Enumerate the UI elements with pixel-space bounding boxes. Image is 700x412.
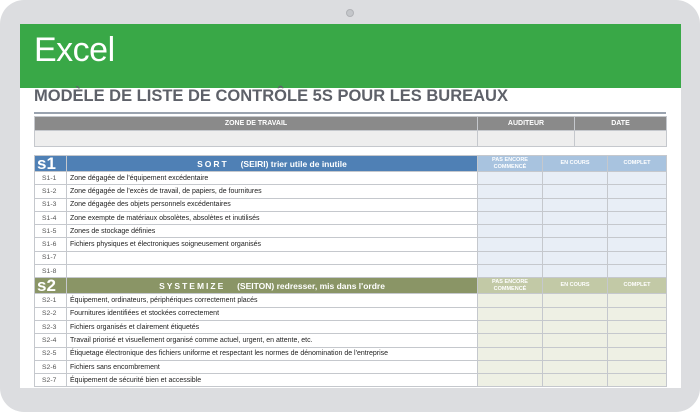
page-title: MODÈLE DE LISTE DE CONTRÔLE 5S POUR LES BUREAUX xyxy=(34,87,508,105)
status-not-started-cell[interactable] xyxy=(478,294,543,307)
status-in-progress-cell[interactable] xyxy=(543,251,608,264)
status-not-started-cell[interactable] xyxy=(478,334,543,347)
status-complete-cell[interactable] xyxy=(608,360,667,373)
checklist-table xyxy=(34,155,667,387)
status-complete-cell[interactable] xyxy=(608,185,667,198)
item-id: S1-5 xyxy=(35,225,67,238)
app-banner xyxy=(20,24,681,88)
item-id: S1-2 xyxy=(35,185,67,198)
item-description[interactable] xyxy=(67,265,478,278)
status-in-progress-cell[interactable] xyxy=(543,320,608,333)
status-in-progress-cell[interactable] xyxy=(543,294,608,307)
status-complete-cell[interactable] xyxy=(608,320,667,333)
status-in-progress-cell[interactable] xyxy=(543,360,608,373)
item-id: S1-4 xyxy=(35,211,67,224)
status-not-started-cell[interactable] xyxy=(478,225,543,238)
status-not-started-cell[interactable] xyxy=(478,347,543,360)
item-id: S2-3 xyxy=(35,320,67,333)
item-id: S1-6 xyxy=(35,238,67,251)
status-not-started-cell[interactable] xyxy=(478,172,543,185)
checklist-row xyxy=(35,307,667,320)
status-complete-cell[interactable] xyxy=(608,251,667,264)
status-complete-cell[interactable] xyxy=(608,347,667,360)
item-description[interactable]: Zones de stockage définies xyxy=(67,225,478,238)
date-header: DATE xyxy=(575,117,667,131)
status-header-in-progress: EN COURS xyxy=(543,156,608,172)
status-complete-cell[interactable] xyxy=(608,198,667,211)
item-description[interactable]: Zone dégagée de l'équipement excédentaire xyxy=(67,172,478,185)
status-complete-cell[interactable] xyxy=(608,211,667,224)
status-in-progress-cell[interactable] xyxy=(543,211,608,224)
item-description[interactable]: Équipement, ordinateurs, périphériques correctement placés xyxy=(67,294,478,307)
checklist-row xyxy=(35,185,667,198)
item-id: S2-2 xyxy=(35,307,67,320)
status-not-started-cell[interactable] xyxy=(478,198,543,211)
checklist-row xyxy=(35,198,667,211)
status-not-started-cell[interactable] xyxy=(478,211,543,224)
item-description[interactable]: Fournitures identifiées et stockées correctement xyxy=(67,307,478,320)
header-table xyxy=(34,116,667,147)
status-header-not-started: PAS ENCORE COMMENCÉ xyxy=(478,278,543,294)
section-number: s1 xyxy=(35,156,67,172)
status-in-progress-cell[interactable] xyxy=(543,347,608,360)
item-id: S2-4 xyxy=(35,334,67,347)
checklist-row xyxy=(35,251,667,264)
status-in-progress-cell[interactable] xyxy=(543,198,608,211)
checklist-row xyxy=(35,320,667,333)
camera-icon xyxy=(346,9,354,17)
auditor-input[interactable] xyxy=(478,131,575,147)
item-id: S2-7 xyxy=(35,374,67,387)
status-header-not-started: PAS ENCORE COMMENCÉ xyxy=(478,156,543,172)
zone-input[interactable] xyxy=(35,131,478,147)
app-name: Excel xyxy=(34,31,115,69)
status-not-started-cell[interactable] xyxy=(478,320,543,333)
status-in-progress-cell[interactable] xyxy=(543,238,608,251)
checklist-row xyxy=(35,347,667,360)
item-id: S1-3 xyxy=(35,198,67,211)
status-complete-cell[interactable] xyxy=(608,294,667,307)
status-in-progress-cell[interactable] xyxy=(543,225,608,238)
section-header-s1 xyxy=(35,156,667,172)
status-not-started-cell[interactable] xyxy=(478,238,543,251)
status-not-started-cell[interactable] xyxy=(478,251,543,264)
auditor-header: AUDITEUR xyxy=(478,117,575,131)
section-number: s2 xyxy=(35,278,67,294)
item-description[interactable]: Étiquetage électronique des fichiers uniforme et respectant les normes de dénomination de l'entreprise xyxy=(67,347,478,360)
item-id: S1-8 xyxy=(35,265,67,278)
section-title xyxy=(67,156,478,172)
status-complete-cell[interactable] xyxy=(608,265,667,278)
section-header-s2 xyxy=(35,278,667,294)
section-title-en: SYSTEMIZE xyxy=(159,280,226,291)
status-not-started-cell[interactable] xyxy=(478,360,543,373)
status-complete-cell[interactable] xyxy=(608,238,667,251)
item-id: S2-1 xyxy=(35,294,67,307)
status-in-progress-cell[interactable] xyxy=(543,374,608,387)
status-not-started-cell[interactable] xyxy=(478,265,543,278)
date-input[interactable] xyxy=(575,131,667,147)
status-header-in-progress: EN COURS xyxy=(543,278,608,294)
status-in-progress-cell[interactable] xyxy=(543,172,608,185)
status-complete-cell[interactable] xyxy=(608,307,667,320)
checklist-row xyxy=(35,211,667,224)
item-description[interactable]: Équipement de sécurité bien et accessible xyxy=(67,374,478,387)
item-description[interactable] xyxy=(67,251,478,264)
checklist-row xyxy=(35,238,667,251)
checklist-row xyxy=(35,294,667,307)
item-description[interactable]: Zone exempte de matériaux obsolètes, absolètes et inutilisés xyxy=(67,211,478,224)
status-header-complete: COMPLET xyxy=(608,278,667,294)
item-description[interactable]: Travail priorisé et visuellement organisé comme actuel, urgent, en attente, etc. xyxy=(67,334,478,347)
checklist-row xyxy=(35,265,667,278)
checklist-row xyxy=(35,374,667,387)
status-not-started-cell[interactable] xyxy=(478,185,543,198)
status-complete-cell[interactable] xyxy=(608,172,667,185)
section-title xyxy=(67,278,478,294)
status-header-complete: COMPLET xyxy=(608,156,667,172)
section-title-fr: (SEITON) redresser, mis dans l'ordre xyxy=(237,280,385,291)
status-in-progress-cell[interactable] xyxy=(543,334,608,347)
status-in-progress-cell[interactable] xyxy=(543,185,608,198)
status-in-progress-cell[interactable] xyxy=(543,265,608,278)
item-description[interactable]: Zone dégagée de l'excès de travail, de papiers, de fournitures xyxy=(67,185,478,198)
checklist-row xyxy=(35,172,667,185)
title-underline xyxy=(34,112,666,114)
section-title-en: SORT xyxy=(197,158,229,169)
status-not-started-cell[interactable] xyxy=(478,307,543,320)
status-complete-cell[interactable] xyxy=(608,334,667,347)
item-description[interactable]: Zone dégagée des objets personnels excédentaires xyxy=(67,198,478,211)
item-id: S1-1 xyxy=(35,172,67,185)
item-description[interactable]: Fichiers organisés et clairement étiquetés xyxy=(67,320,478,333)
status-not-started-cell[interactable] xyxy=(478,374,543,387)
status-complete-cell[interactable] xyxy=(608,225,667,238)
status-in-progress-cell[interactable] xyxy=(543,307,608,320)
checklist-row xyxy=(35,360,667,373)
status-complete-cell[interactable] xyxy=(608,374,667,387)
item-id: S1-7 xyxy=(35,251,67,264)
checklist-row xyxy=(35,334,667,347)
item-id: S2-5 xyxy=(35,347,67,360)
zone-header: ZONE DE TRAVAIL xyxy=(35,117,478,131)
item-description[interactable]: Fichiers sans encombrement xyxy=(67,360,478,373)
item-description[interactable]: Fichiers physiques et électroniques soigneusement organisés xyxy=(67,238,478,251)
checklist-row xyxy=(35,225,667,238)
item-id: S2-6 xyxy=(35,360,67,373)
screen xyxy=(20,24,681,388)
section-title-fr: (SEIRI) trier utile de inutile xyxy=(240,158,347,169)
